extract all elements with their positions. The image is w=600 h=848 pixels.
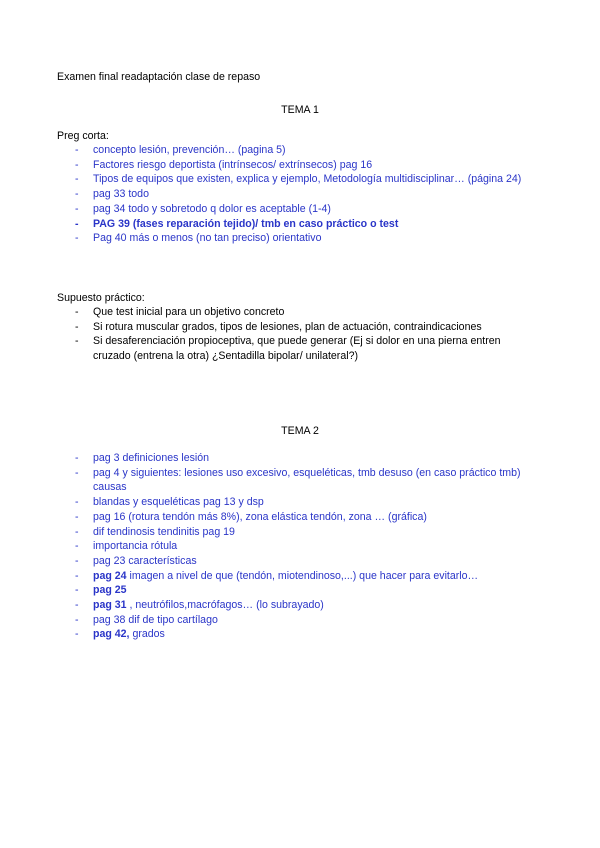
- list-item: - Si desaferenciación propioceptiva, que puede generar (Ej si dolor en una pierna entren cruzado (entrena la otra) ¿Sentadilla bipolar/ unilateral?): [75, 335, 501, 363]
- list-item: - pag 33 todo: [75, 188, 149, 201]
- list-item: - Tipos de equipos que existen, explica y ejemplo, Metodología multidisciplinar… (página 24): [75, 173, 522, 186]
- list-item: - Si rotura muscular grados, tipos de lesiones, plan de actuación, contraindicaciones: [75, 320, 482, 333]
- list-item: - blandas y esqueléticas pag 13 y dsp: [75, 496, 264, 509]
- list-item: - Que test inicial para un objetivo concreto: [75, 306, 285, 318]
- list-item: - dif tendinosis tendinitis pag 19: [75, 525, 235, 538]
- supuesto-practico-list: [57, 305, 557, 364]
- list-item: - pag 42, grados: [75, 628, 165, 641]
- tema2-title: TEMA 2: [281, 425, 319, 437]
- list-item: - pag 16 (rotura tendón más 8%), zona elástica tendón, zona … (gráfica): [75, 510, 427, 523]
- tema2-list: [57, 451, 557, 642]
- list-item: - PAG 39 (fases reparación tejido)/ tmb en caso práctico o test: [75, 217, 399, 230]
- list-item: - pag 24 imagen a nivel de que (tendón, miotendinoso,...) que hacer para evitarlo…: [75, 569, 479, 582]
- document-header: Examen final readaptación clase de repaso: [57, 71, 261, 83]
- list-item: - Factores riesgo deportista (intrínsecos/ extrínsecos) pag 16: [75, 158, 373, 171]
- list-item: - pag 3 definiciones lesión: [75, 452, 210, 464]
- list-item: - pag 38 dif de tipo cartílago: [75, 613, 218, 626]
- tema1-title: TEMA 1: [281, 104, 319, 116]
- list-item: - pag 23 características: [75, 554, 197, 567]
- list-item: - pag 34 todo y sobretodo q dolor es aceptable (1-4): [75, 202, 331, 215]
- list-item: - pag 25: [75, 584, 127, 597]
- preg-corta-label: Preg corta:: [57, 130, 109, 142]
- list-item: - importancia rótula: [75, 540, 178, 553]
- supuesto-practico-label: Supuesto práctico:: [57, 292, 145, 304]
- list-item: - pag 4 y siguientes: lesiones uso excesivo, esqueléticas, tmb desuso (en caso práctico tmb) causas: [75, 466, 521, 494]
- list-item: - Pag 40 más o menos (no tan preciso) orientativo: [75, 232, 322, 245]
- list-item: - pag 31 , neutrófilos,macrófagos… (lo subrayado): [75, 599, 324, 612]
- list-item: - concepto lesión, prevención… (pagina 5): [75, 144, 286, 156]
- preg-corta-list: [57, 143, 557, 246]
